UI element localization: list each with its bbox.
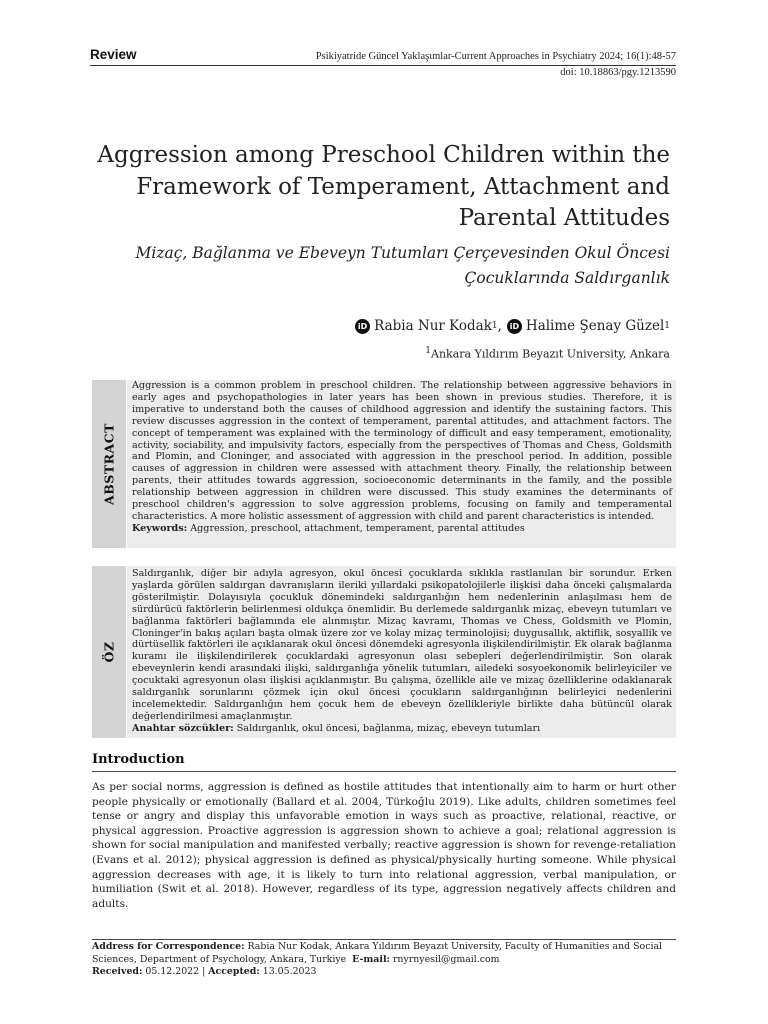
correspondence-address	[92, 941, 676, 966]
introduction-divider	[92, 771, 676, 772]
oz-label-band	[92, 566, 126, 738]
address-label: Address for Correspondence:	[92, 941, 245, 952]
title-line: Framework of Temperament, Attachment and	[136, 173, 670, 200]
introduction-paragraph: As per social norms, aggression is defined as hostile attitudes that intentionally aim to harm or hurt other people physically or emotionally (Ballard et al. 2004, Türkoğlu 2019). Like adults, children sometimes feel tense or angry and display this unfavorable emotion in ways such as proactive, relational, reactive, or physical aggression. Proactive aggression is aggression shown to achieve a goal; relational aggression is shown for social manipulation and manifested verbally; reactive aggression is shown for revenge-retaliation (Evans et al. 2012); physical aggression is defined as physical/physically hurting someone. While physical aggression decreases with age, it is likely to turn into relational aggression, verbal manipulation, or humiliation (Swit et al. 2018). However, regardless of its type, aggression negatively affects children and adults.	[92, 781, 676, 910]
section-type-label: Review	[90, 47, 137, 62]
doi-link[interactable]: doi: 10.18863/pgy.1213590	[560, 67, 676, 78]
affiliation	[425, 346, 670, 361]
author-separator: ,	[497, 318, 502, 334]
accepted-date: 13.05.2023	[262, 966, 317, 978]
oz-box	[127, 566, 676, 738]
keywords-label: Keywords:	[132, 522, 188, 534]
article-title	[70, 140, 670, 235]
author-affiliation-marker: 1	[664, 321, 670, 331]
header-divider	[90, 65, 676, 66]
author-affiliation-marker: 1	[491, 321, 498, 331]
author-list	[355, 318, 670, 334]
author-name: Halime Şenay Güzel	[525, 318, 665, 334]
date-divider: |	[202, 966, 206, 978]
anahtar-sozcukler-text: Saldırganlık, okul öncesi, bağlanma, mizaç, ebeveyn tutumları	[236, 722, 541, 734]
subtitle-line: Mizaç, Bağlanma ve Ebeveyn Tutumları Çerçevesinden Okul Öncesi	[135, 244, 670, 262]
title-line: Parental Attitudes	[458, 205, 670, 231]
article-subtitle	[70, 241, 670, 291]
anahtar-sozcukler-label: Anahtar sözcükler:	[132, 722, 234, 734]
introduction-body	[92, 780, 676, 911]
affiliation-text: Ankara Yıldırım Beyazıt University, Ankara	[431, 347, 670, 361]
orcid-icon[interactable]: iD	[507, 319, 522, 334]
oz-keywords	[132, 723, 672, 735]
email-label: E-mail:	[352, 953, 390, 965]
abstract-keywords	[132, 523, 672, 535]
email-address[interactable]: rnyrnyesil@gmail.com	[392, 953, 500, 965]
footer-divider	[92, 939, 676, 940]
abstract-box	[127, 380, 676, 548]
correspondence-footer	[92, 941, 676, 979]
received-label: Received:	[92, 966, 143, 978]
oz-label: ÖZ	[101, 641, 117, 663]
abstract-text: Aggression is a common problem in preschool children. The relationship between aggressive behaviors in early ages and psychopathologies in later years has been shown in previous studies. Therefore, it is imperative to understand both the causes of childhood aggression and identify the sustaining factors. This review discusses aggression in the context of temperament, parental attitudes, and attachment factors. The concept of temperament was explained with the terminology of difficult and easy temperament, emotionality, activity, sociability, and impulsivity factors, especially from the perspectives of Thomas and Chess, Goldsmith and Plomin, and Cloninger, and associated with aggression in the preschool period. In addition, possible causes of aggression in children were assessed with attachment theory. Finally, the relationship between parents, their attitudes towards aggression, socioeconomic determinants in the family, and the possible relationship between aggression in children were discussed. This study examines the determinants of preschool children's aggression to solve aggression problems, focusing on family and temperamental characteristics. A more holistic assessment of aggression with child and parent characteristics is intended.	[132, 380, 672, 522]
accepted-label: Accepted:	[208, 966, 260, 978]
submission-dates	[92, 966, 676, 979]
orcid-icon[interactable]: iD	[355, 319, 370, 334]
subtitle-line: Çocuklarında Saldırganlık	[464, 269, 670, 287]
journal-citation: Psikiyatride Güncel Yaklaşımlar-Current Approaches in Psychiatry 2024; 16(1):48-57	[315, 51, 676, 62]
title-line: Aggression among Preschool Children within the	[97, 142, 670, 168]
affiliation-marker: 1	[425, 346, 432, 356]
abstract-label: ABSTRACT	[101, 423, 117, 505]
keywords-text: Aggression, preschool, attachment, temperament, parental attitudes	[190, 522, 525, 534]
received-date: 05.12.2022	[145, 966, 200, 978]
abstract-label-band	[92, 380, 126, 548]
oz-text: Saldırganlık, diğer bir adıyla agresyon, okul öncesi çocuklarda sıklıkla rastlanılan bir sorundur. Erken yaşlarda görülen saldırgan davranışların ileriki yıllardaki psikopatolojilerle ilişkisi daha önceki çalışmalarda gösterilmiştir. Dolayısıyla çocukluk dönemindeki saldırganlığın hem nedenlerinin anlaşılması hem de sürdürücü faktörlerin belirlenmesi oldukça önemlidir. Bu derlemede saldırganlık mizaç, ebeveyn tutumları ve bağlanma faktörleri bağlamında ele alınmıştır. Mizaç kavramı, Thomas ve Chess, Goldsmith ve Plomin, Cloninger'in bakış açıları başta olmak üzere zor ve kolay mizaç terminolojisi; duygusallık, aktiflik, sosyallik ve dürtüsellik faktörleri ile açıklanarak okul öncesi dönemdeki agresyonla ilişkilendirilmiştir. Ek olarak bağlanma kuramı ile ilişkilendirilerek çocuklardaki agresyonun olası sebepleri değerlendirilmiştir. Son olarak ebeveynlerin kendi arasındaki ilişki, saldırganlığa yönelik tutumları, ailedeki sosyoekonomik belirleyiciler ve çocuktaki agresyonun olası ilişkisi açıklanmıştır. Bu çalışma, özellikle aile ve mizaç özelliklerine odaklanarak saldırganlık sorunlarını çözmek için okul öncesi çocukların saldırganlığının belirleyici nedenlerini incelemektedir. Saldırganlığın hem çocuk hem de ebeveyn özellikleriyle birlikte daha bütüncül olarak değerlendirilmesi amaçlanmıştır.	[132, 568, 672, 722]
author-name: Rabia Nur Kodak	[374, 318, 492, 334]
introduction-heading: Introduction	[92, 752, 185, 767]
address-text: Rabia Nur Kodak, Ankara Yıldırım Beyazıt University, Faculty of Humanities and Social Sciences, Department of Psychology, Ankara, Turkiye	[92, 941, 663, 965]
